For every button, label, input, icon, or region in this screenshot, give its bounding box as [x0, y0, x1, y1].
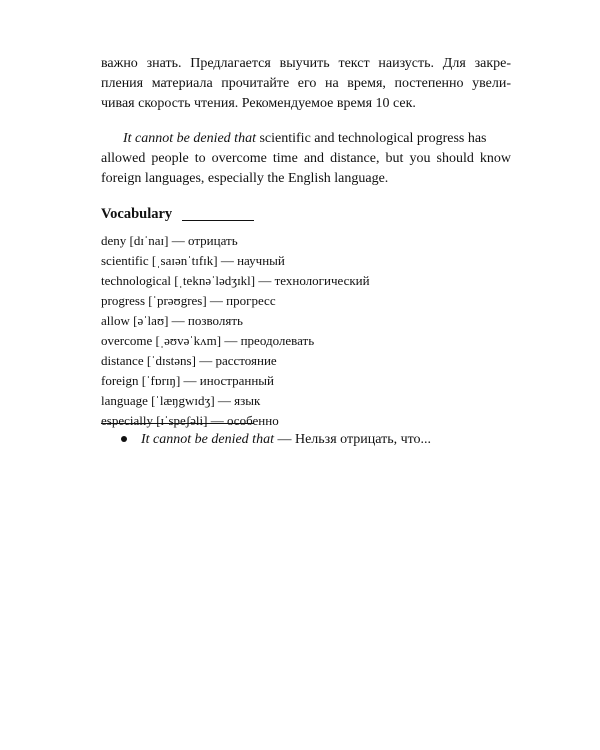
vocabulary-item: deny [dɪˈnaɪ] — отрицать	[101, 233, 238, 248]
note-translation: — Нельзя отрицать, что...	[273, 432, 432, 447]
vocabulary-item: distance [ˈdɪstəns] — расстояние	[101, 353, 277, 368]
heading-underline	[182, 220, 254, 221]
intro-line: пления материала прочитайте его на время, постепенно увели-	[101, 76, 511, 91]
example-line: allowed people to overcome time and distance, but you should know	[101, 151, 511, 166]
example-italic-phrase: It cannot be denied that	[123, 131, 256, 146]
vocabulary-heading: Vocabulary	[101, 206, 173, 222]
bullet-icon	[121, 436, 127, 442]
vocabulary-item: progress [ˈprəʊgres] — прогресс	[101, 293, 276, 308]
vocabulary-item: allow [əˈlaʊ] — позволять	[101, 313, 243, 328]
vocabulary-list	[101, 231, 370, 431]
intro-paragraph	[101, 54, 511, 114]
phrase-note	[121, 430, 431, 450]
intro-line: чивая скорость чтения. Рекомендуемое время 10 сек.	[101, 96, 416, 111]
vocabulary-item: language [ˈlæŋgwɪdʒ] — язык	[101, 393, 261, 408]
vocabulary-item: especially [ɪˈspeʃəli] — особенно	[101, 413, 279, 428]
intro-line: важно знать. Предлагается выучить текст наизусть. Для закре-	[101, 56, 511, 71]
example-line: foreign languages, especially the English language.	[101, 171, 389, 186]
vocabulary-item: foreign [ˈfɒrɪŋ] — иностранный	[101, 373, 274, 388]
example-line-rest: scientific and technological progress has	[255, 131, 487, 146]
vocabulary-item: technological [ˌteknəˈlədʒɪkl] — технологический	[101, 273, 370, 288]
vocabulary-item: overcome [ˌəʊvəˈkʌm] — преодолевать	[101, 333, 315, 348]
example-line	[101, 129, 511, 149]
vocabulary-bottom-rule	[101, 423, 254, 424]
vocabulary-item: scientific [ˌsaɪənˈtɪfɪk] — научный	[101, 253, 285, 268]
example-paragraph	[101, 129, 511, 189]
note-phrase: It cannot be denied that	[141, 432, 274, 447]
